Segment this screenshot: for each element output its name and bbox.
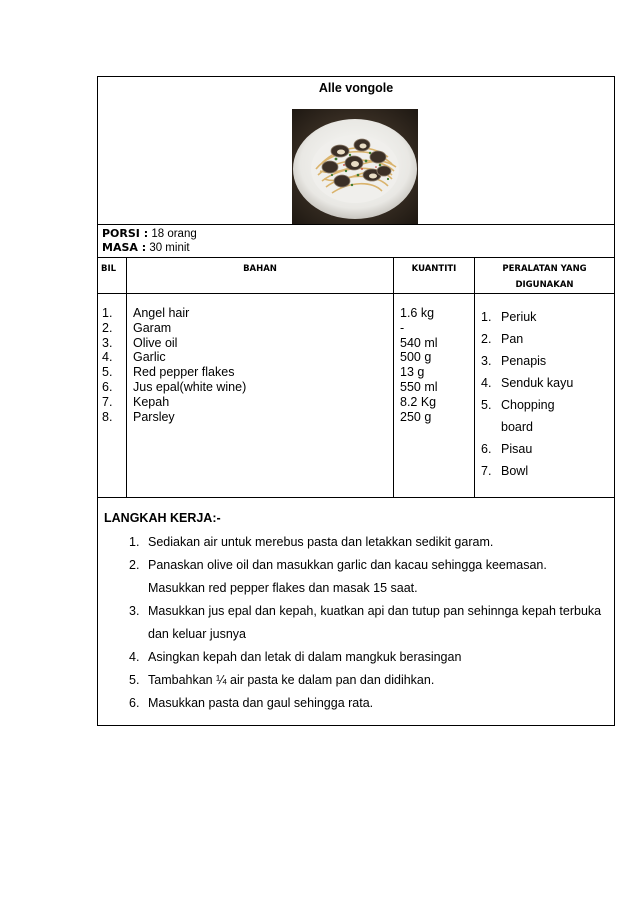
ingredient-number: 7. (102, 394, 113, 409)
masa-line (102, 241, 610, 255)
tool-label: Pan (501, 332, 524, 346)
pasta-photo-graphic (292, 109, 418, 224)
step-number: 4. (129, 650, 140, 664)
step-item (129, 531, 608, 554)
pasta-vongole-photo (292, 109, 418, 224)
ingredient-name: Olive oil (133, 335, 178, 350)
recipe-sheet (97, 76, 614, 726)
step-text: Sediakan air untuk merebus pasta dan letakkan sedikit garam. (148, 535, 494, 549)
recipe-title: Alle vongole (318, 81, 394, 95)
ingredient-name: Kepah (133, 394, 170, 409)
ingredient-quantity: 13 g (400, 365, 425, 380)
ingredient-name: Red pepper flakes (133, 365, 235, 380)
tool-number: 7. (481, 464, 492, 478)
step-text: dan keluar jusnya (148, 627, 246, 641)
tool-number: 2. (481, 332, 492, 346)
tool-item (501, 416, 614, 438)
tool-label: Periuk (501, 310, 537, 324)
step-number: 1. (129, 535, 140, 549)
header-peralatan (475, 258, 615, 294)
ingredient-quantity: 250 g (400, 409, 432, 424)
tool-label: Penapis (501, 354, 547, 368)
tool-label: board (501, 420, 533, 434)
tool-label: Bowl (501, 464, 529, 478)
tool-item (481, 372, 614, 394)
tool-label: Senduk kayu (501, 376, 574, 390)
ingredient-quantity: 1.6 kg (400, 306, 435, 320)
porsi-line (102, 227, 610, 241)
step-item (148, 623, 608, 646)
ingredient-name: Parsley (133, 409, 175, 424)
tool-number: 6. (481, 442, 492, 456)
porsi-label: PORSI : (102, 227, 149, 240)
step-text: Tambahkan ¼ air pasta ke dalam pan dan didihkan. (148, 673, 435, 687)
ingredients-row (98, 294, 615, 498)
ingredient-number: 1. (102, 306, 113, 320)
step-number: 5. (129, 673, 140, 687)
tool-number: 5. (481, 398, 492, 412)
step-item (129, 600, 608, 623)
kuantiti-column (394, 294, 475, 498)
header-bil: BIL (98, 258, 127, 294)
step-text: Masukkan pasta dan gaul sehingga rata. (148, 696, 374, 710)
masa-label: MASA : (102, 241, 147, 254)
header-bahan: BAHAN (127, 258, 394, 294)
tool-number: 1. (481, 310, 492, 324)
ingredient-quantity: 550 ml (400, 379, 438, 394)
title-cell (98, 77, 615, 225)
ingredient-name: Angel hair (133, 306, 190, 320)
tool-number: 4. (481, 376, 492, 390)
peralatan-column (475, 294, 615, 498)
portion-time-cell (98, 225, 615, 258)
ingredient-quantity: - (400, 320, 405, 335)
ingredient-quantity: 500 g (400, 350, 432, 365)
ingredient-number: 5. (102, 365, 113, 380)
bil-column (98, 294, 127, 498)
tool-number: 3. (481, 354, 492, 368)
table-header-row (98, 258, 615, 294)
ingredient-quantity: 8.2 Kg (400, 394, 437, 409)
step-number: 2. (129, 558, 140, 572)
tool-item (481, 394, 614, 416)
tool-item (481, 438, 614, 460)
steps-title: LANGKAH KERJA:- (104, 511, 221, 525)
tool-item (481, 328, 614, 350)
tool-label: Pisau (501, 442, 533, 456)
ingredient-number: 2. (102, 320, 113, 335)
ingredient-name: Garam (133, 320, 172, 335)
header-peralatan-line1: PERALATAN YANG (502, 264, 587, 274)
step-item (129, 554, 608, 577)
ingredient-number: 3. (102, 335, 113, 350)
ingredient-name: Jus epal(white wine) (133, 379, 247, 394)
ingredient-name: Garlic (133, 350, 166, 365)
ingredient-number: 6. (102, 379, 113, 394)
step-item (148, 577, 608, 600)
recipe-table (97, 76, 615, 726)
step-item (129, 692, 608, 715)
step-number: 3. (129, 604, 140, 618)
ingredient-number: 8. (102, 409, 113, 424)
tool-item (481, 306, 614, 328)
masa-value: 30 minit (146, 242, 190, 254)
step-item (129, 669, 608, 692)
step-item (129, 646, 608, 669)
header-kuantiti: KUANTITI (394, 258, 475, 294)
step-number: 6. (129, 696, 140, 710)
steps-cell (98, 498, 615, 726)
header-peralatan-line2: DIGUNAKAN (515, 280, 574, 290)
ingredient-number: 4. (102, 350, 113, 365)
step-text: Masukkan jus epal dan kepah, kuatkan api dan tutup pan sehinnga kepah terbuka (148, 604, 602, 618)
ingredient-quantity: 540 ml (400, 335, 438, 350)
porsi-value: 18 orang (148, 228, 197, 240)
step-text: Panaskan olive oil dan masukkan garlic dan kacau sehingga keemasan. (148, 558, 547, 572)
tool-item (481, 460, 614, 482)
tool-label: Chopping (501, 398, 555, 412)
step-text: Masukkan red pepper flakes dan masak 15 saat. (148, 581, 418, 595)
step-text: Asingkan kepah dan letak di dalam mangkuk berasingan (148, 650, 462, 664)
tool-item (481, 350, 614, 372)
bahan-column (127, 294, 394, 498)
